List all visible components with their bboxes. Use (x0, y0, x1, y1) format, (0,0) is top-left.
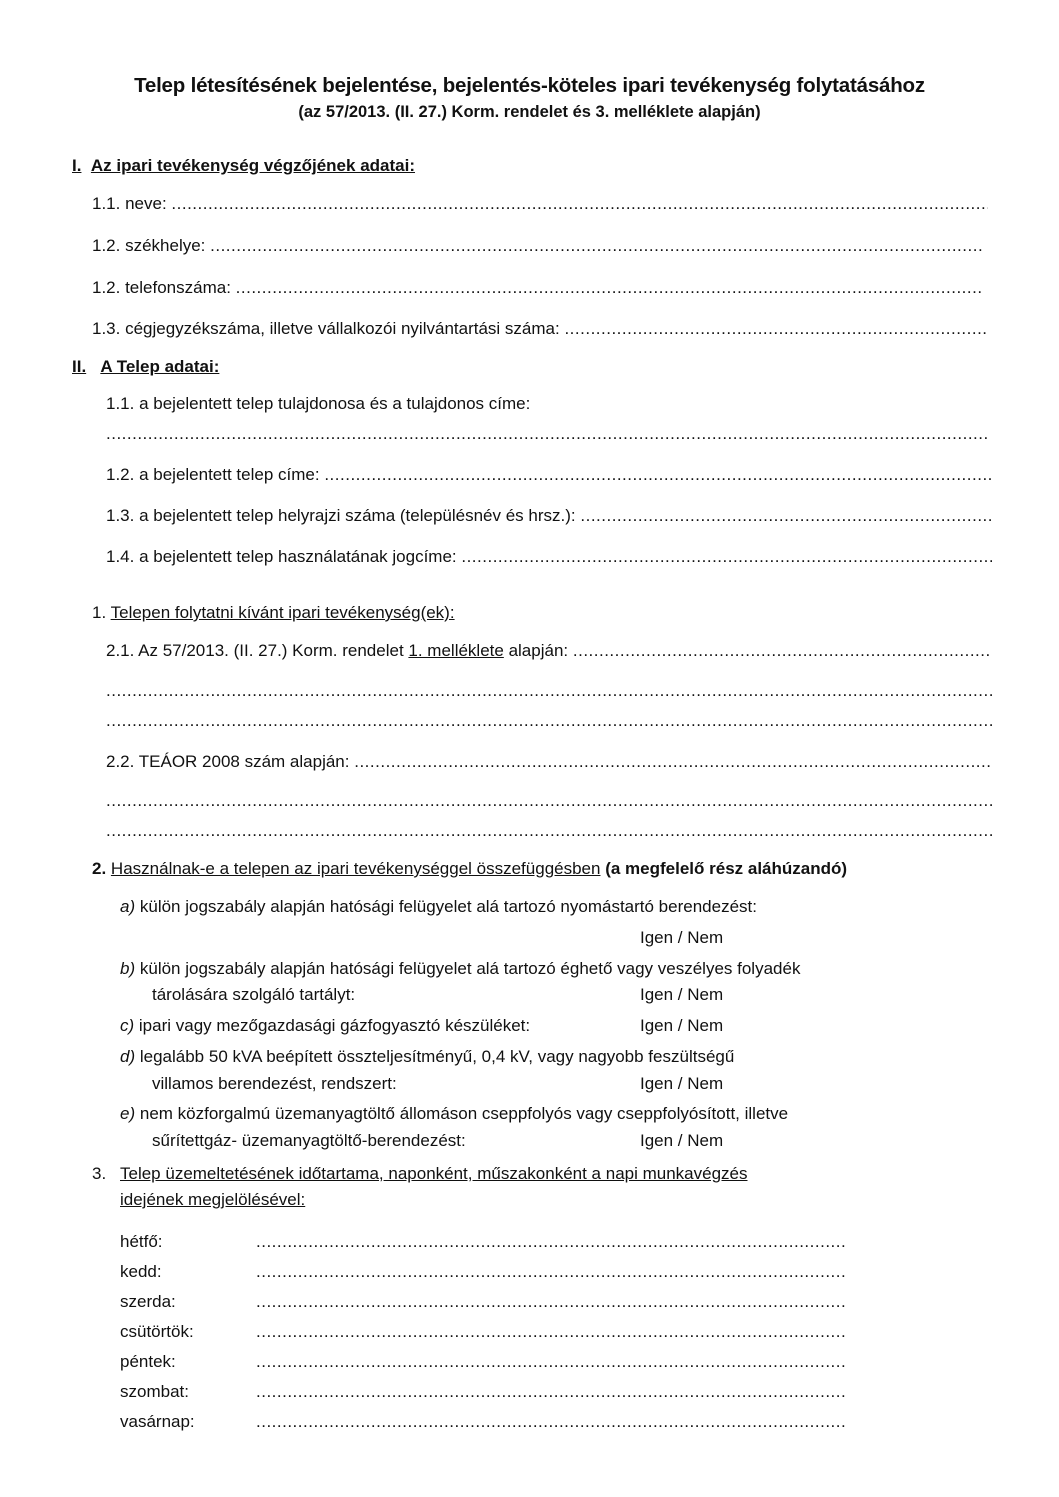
section-2-heading (72, 357, 219, 377)
field-name[interactable] (92, 194, 988, 214)
item-letter: b) (120, 959, 136, 978)
equipment-note: (a megfelelő rész aláhúzandó) (605, 859, 848, 878)
section-2-title: A Telep adatai: (100, 357, 220, 376)
field-label: 1.4. a bejelentett telep használatának jogcíme: (106, 547, 457, 566)
field-owner-label: 1.1. a bejelentett telep tulajdonosa és a tulajdonos címe: (106, 394, 531, 413)
item-text: külön jogszabály alapján hatósági felügyelet alá tartozó éghető vagy veszélyes folyadék (139, 959, 801, 978)
day-hours-field[interactable] (256, 1232, 846, 1252)
day-label: péntek: (120, 1352, 176, 1371)
item-text: külön jogszabály alapján hatósági felügyelet alá tartozó nyomástartó berendezést: (139, 897, 757, 916)
activities-heading (92, 603, 455, 623)
section-1-number: I. (72, 156, 82, 175)
fill-line[interactable] (106, 791, 992, 811)
day-label: kedd: (120, 1262, 162, 1281)
equipment-item-b (120, 959, 800, 979)
fill-line[interactable] (106, 711, 992, 731)
answer-b-yes-no[interactable]: Igen / Nem (640, 985, 724, 1004)
item-text: legalább 50 kVA beépített összteljesítményű, 0,4 kV, vagy nagyobb feszültségű (139, 1047, 735, 1066)
equipment-item-d-line-2: villamos berendezést, rendszert: (152, 1074, 397, 1093)
field-teaor-line-2[interactable] (106, 791, 992, 811)
fill-line[interactable] (256, 1352, 846, 1372)
answer-a-yes-no[interactable]: Igen / Nem (640, 928, 724, 947)
item-letter: c) (120, 1016, 135, 1035)
field-parcel-number[interactable] (106, 506, 992, 526)
fill-line[interactable] (256, 1322, 846, 1342)
day-hours-field[interactable] (256, 1322, 846, 1342)
fill-line[interactable] (256, 1412, 846, 1432)
field-label: 1.1. neve: (92, 194, 167, 213)
fill-line[interactable] (573, 641, 992, 661)
field-label: 1.2. a bejelentett telep címe: (106, 465, 320, 484)
fill-line[interactable] (461, 547, 992, 567)
equipment-item-b-line-2: tárolására szolgáló tartályt: (152, 985, 356, 1004)
field-label-suffix: alapján: (508, 641, 569, 660)
fill-line[interactable] (106, 424, 990, 444)
equipment-item-c (120, 1016, 530, 1036)
day-hours-field[interactable] (256, 1262, 846, 1282)
fill-line[interactable] (580, 506, 992, 526)
field-activity-annex[interactable] (106, 641, 992, 661)
field-site-address[interactable] (106, 465, 992, 485)
schedule-heading-line-2: idejének megjelölésével: (120, 1190, 306, 1209)
item-letter: e) (120, 1104, 136, 1123)
section-1-heading (72, 156, 415, 176)
day-label: vasárnap: (120, 1412, 195, 1431)
fill-line[interactable] (171, 194, 988, 214)
field-owner[interactable] (106, 424, 990, 444)
field-teaor[interactable] (106, 752, 992, 772)
day-label: szombat: (120, 1382, 189, 1401)
item-text: ipari vagy mezőgazdasági gázfogyasztó készüléket: (138, 1016, 531, 1035)
field-teaor-line-3[interactable] (106, 821, 992, 841)
field-activity-line-2[interactable] (106, 681, 992, 701)
schedule-heading-line-1: Telep üzemeltetésének időtartama, naponként, műszakonként a napi munkavégzés (120, 1164, 748, 1183)
annex-reference: 1. melléklete (408, 641, 504, 660)
document-subtitle: (az 57/2013. (II. 27.) Korm. rendelet és 3. melléklete alapján) (298, 103, 761, 121)
answer-c-yes-no[interactable]: Igen / Nem (640, 1016, 724, 1035)
field-phone[interactable] (92, 278, 982, 298)
item-text: nem közforgalmú üzemanyagtöltő állomáson cseppfolyós vagy cseppfolyósított, illetve (139, 1104, 789, 1123)
day-hours-field[interactable] (256, 1382, 846, 1402)
fill-line[interactable] (256, 1262, 846, 1282)
schedule-number: 3. (92, 1164, 107, 1183)
day-label: szerda: (120, 1292, 176, 1311)
section-2-number: II. (72, 357, 87, 376)
equipment-number: 2. (92, 859, 107, 878)
equipment-item-e-line-2: sűrítettgáz- üzemanyagtöltő-berendezést: (152, 1131, 466, 1150)
fill-line[interactable] (324, 465, 992, 485)
field-label: 1.2. telefonszáma: (92, 278, 231, 297)
fill-line[interactable] (210, 236, 982, 256)
item-letter: a) (120, 897, 136, 916)
answer-e-yes-no[interactable]: Igen / Nem (640, 1131, 724, 1150)
document-title: Telep létesítésének bejelentése, bejelentés-köteles ipari tevékenység folytatásához (134, 74, 925, 97)
day-hours-field[interactable] (256, 1352, 846, 1372)
day-label: hétfő: (120, 1232, 163, 1251)
field-registration-number[interactable] (92, 319, 988, 339)
field-headquarters[interactable] (92, 236, 982, 256)
equipment-title: Használnak-e a telepen az ipari tevékenységgel összefüggésben (110, 859, 601, 878)
activities-number: 1. (92, 603, 107, 622)
fill-line[interactable] (106, 681, 992, 701)
field-label: 1.2. székhelye: (92, 236, 206, 255)
section-1-title: Az ipari tevékenység végzőjének adatai: (90, 156, 415, 175)
fill-line[interactable] (256, 1232, 846, 1252)
field-activity-line-3[interactable] (106, 711, 992, 731)
equipment-item-a (120, 897, 757, 917)
activities-title: Telepen folytatni kívánt ipari tevékenység(ek): (110, 603, 455, 622)
equipment-heading (92, 859, 847, 879)
fill-line[interactable] (106, 821, 992, 841)
answer-d-yes-no[interactable]: Igen / Nem (640, 1074, 724, 1093)
field-label: 2.2. TEÁOR 2008 szám alapján: (106, 752, 350, 771)
equipment-item-e (120, 1104, 788, 1124)
field-label: 1.3. a bejelentett telep helyrajzi száma (településnév és hrsz.): (106, 506, 576, 525)
day-hours-field[interactable] (256, 1412, 846, 1432)
day-hours-field[interactable] (256, 1292, 846, 1312)
fill-line[interactable] (354, 752, 992, 772)
fill-line[interactable] (236, 278, 982, 298)
field-label: 2.1. Az 57/2013. (II. 27.) Korm. rendelet (106, 641, 404, 660)
item-letter: d) (120, 1047, 136, 1066)
field-label: 1.3. cégjegyzékszáma, illetve vállalkozói nyilvántartási száma: (92, 319, 560, 338)
fill-line[interactable] (256, 1292, 846, 1312)
fill-line[interactable] (256, 1382, 846, 1402)
field-legal-title[interactable] (106, 547, 992, 567)
equipment-item-d (120, 1047, 734, 1067)
day-label: csütörtök: (120, 1322, 194, 1341)
fill-line[interactable] (564, 319, 988, 339)
